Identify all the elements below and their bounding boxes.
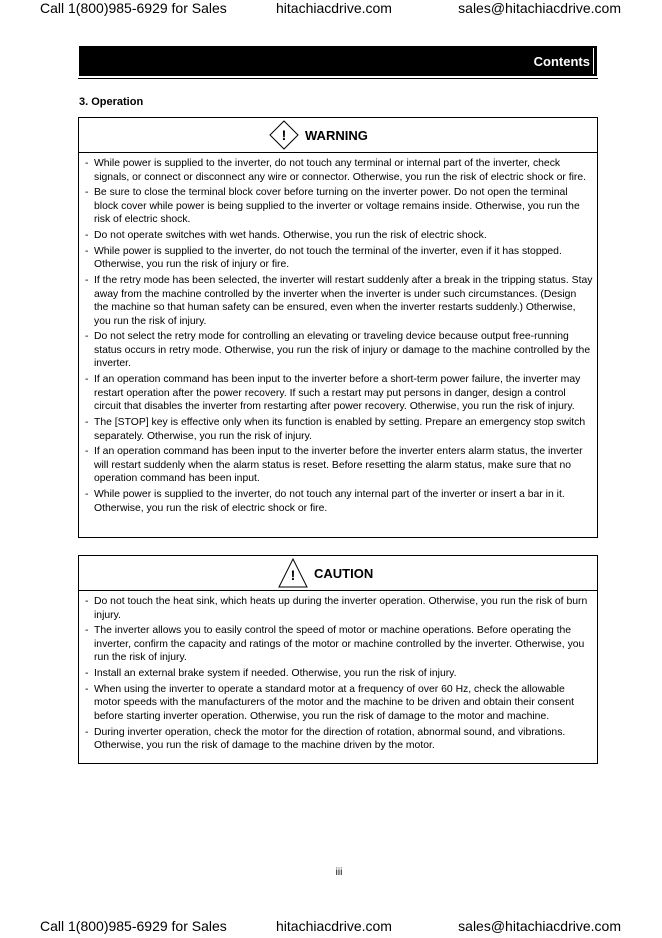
footer-email: sales@hitachiacdrive.com	[458, 918, 621, 934]
warning-box	[78, 117, 598, 538]
list-item: - If an operation command has been input to the inverter before the inverter enters alarm status, the inverter will restart suddenly when the alarm status is reset. Before resetting the alarm status, make sure that no operation command has been input.	[85, 445, 593, 486]
header-strip	[0, 0, 662, 20]
caution-icon-mark: !	[290, 567, 296, 583]
footer-strip	[0, 918, 662, 938]
warning-label: WARNING	[305, 127, 368, 143]
list-item: - While power is supplied to the inverter, do not touch the terminal of the inverter, even if it has stopped. Otherwise, you run the risk of injury or fire.	[85, 245, 593, 272]
list-item: - Install an external brake system if needed. Otherwise, you run the risk of injury.	[85, 667, 593, 681]
caution-header	[79, 556, 597, 591]
contents-bar	[79, 46, 597, 76]
header-email: sales@hitachiacdrive.com	[458, 0, 621, 16]
caution-box	[78, 555, 598, 764]
caution-label: CAUTION	[314, 565, 374, 581]
list-item: - Be sure to close the terminal block cover before turning on the inverter power. Do not open the terminal block cover while power is being supplied to the inverter or voltage remains inside. Otherwise, you run the risk of electric shock.	[85, 186, 593, 227]
list-item: - If an operation command has been input to the inverter before a short-term power failure, the inverter may restart operation after the power recovery. If such a restart may put persons in danger, design a control circuit that disables the inverter from restarting after power recovery. Otherwise, you run the risk of injury.	[85, 373, 593, 414]
header-website: hitachiacdrive.com	[276, 0, 392, 16]
warning-header	[79, 118, 597, 153]
section-title: 3. Operation	[79, 96, 144, 108]
warning-list	[79, 153, 597, 515]
caution-list	[79, 591, 597, 753]
contents-bar-rule	[593, 48, 594, 74]
page-number: iii	[335, 867, 343, 878]
contents-title: Contents	[533, 54, 590, 69]
list-item: - The inverter allows you to easily control the speed of motor or machine operations. Before operating the inverter, confirm the capacity and ratings of the motor or machine controlled by the inverter. Otherwise, you run the risk of injury.	[85, 624, 593, 665]
list-item: - While power is supplied to the inverter, do not touch any terminal or internal part of the inverter, check signals, or connect or disconnect any wire or connector. Otherwise, you run the risk of electric shock or fire.	[85, 157, 593, 184]
list-item: - Do not touch the heat sink, which heats up during the inverter operation. Otherwise, you run the risk of burn injury.	[85, 595, 593, 622]
list-item: - Do not select the retry mode for controlling an elevating or traveling device because output free-running status occurs in retry mode. Otherwise, you run the risk of injury or damage to the machine controlled by the inverter.	[85, 330, 593, 371]
list-item: - When using the inverter to operate a standard motor at a frequency of over 60 Hz, check the allowable motor speeds with the manufacturers of the motor and the machine to be driven and obtain their consent before starting inverter operation. Otherwise, you run the risk of damage to the motor and machine.	[85, 683, 593, 724]
header-phone: Call 1(800)985-6929 for Sales	[40, 0, 227, 16]
list-item: - If the retry mode has been selected, the inverter will restart suddenly after a break in the tripping status. Stay away from the machine controlled by the inverter when the inverter is under such circumstances. (Design the machine so that human safety can be ensured, even when the inverter restarts suddenly.) Otherwise, you run the risk of injury.	[85, 274, 593, 328]
list-item: - The [STOP] key is effective only when its function is enabled by setting. Prepare an emergency stop switch separately. Otherwise, you run the risk of injury.	[85, 416, 593, 443]
caution-triangle-icon	[278, 558, 308, 588]
footer-phone: Call 1(800)985-6929 for Sales	[40, 918, 227, 934]
warning-icon-mark: !	[281, 127, 287, 143]
list-item: - Do not operate switches with wet hands. Otherwise, you run the risk of electric shock.	[85, 229, 593, 243]
list-item: - During inverter operation, check the motor for the direction of rotation, abnormal sound, and vibrations. Otherwise, you run the risk of damage to the machine driven by the motor.	[85, 726, 593, 753]
list-item: - While power is supplied to the inverter, do not touch any internal part of the inverter or insert a bar in it. Otherwise, you run the risk of electric shock or fire.	[85, 488, 593, 515]
footer-website: hitachiacdrive.com	[276, 918, 392, 934]
warning-triangle-icon	[269, 120, 299, 150]
